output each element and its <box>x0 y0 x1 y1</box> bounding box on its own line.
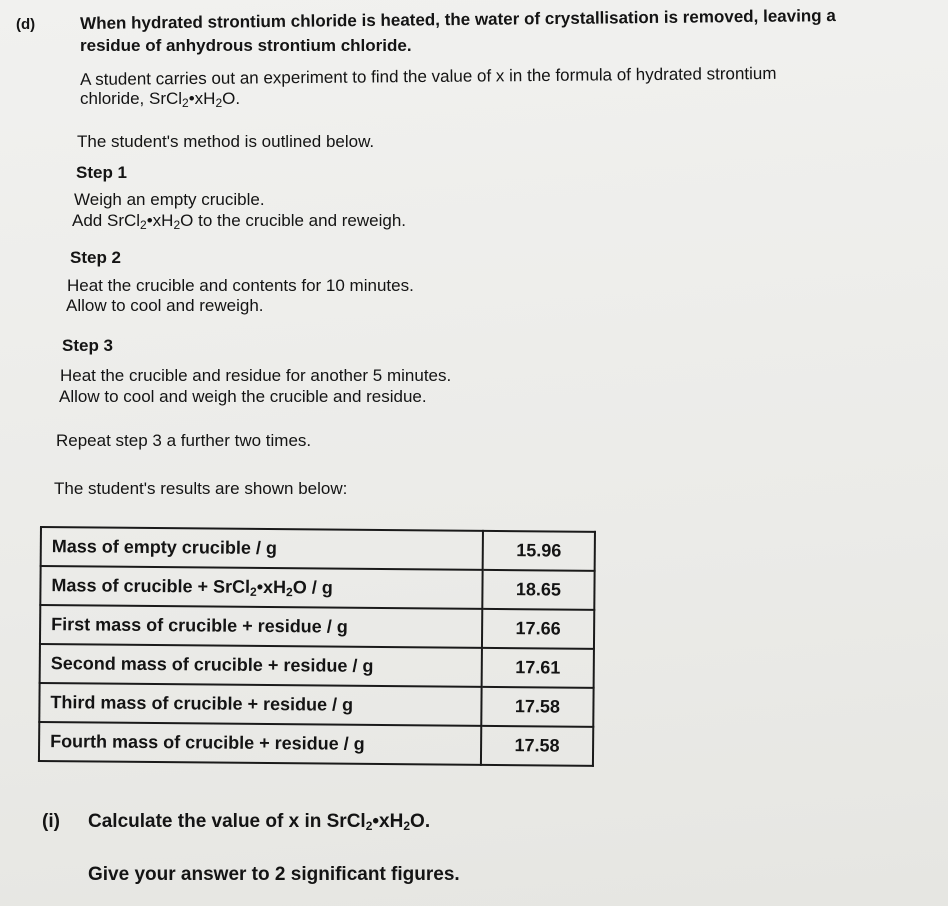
part-d-label: (d) <box>16 16 36 33</box>
step-2-title: Step 2 <box>70 248 122 267</box>
row-value: 17.66 <box>482 609 594 649</box>
row-label: Third mass of crucible + residue / g <box>39 683 481 726</box>
step-1-line-1: Weigh an empty crucible. <box>74 190 265 209</box>
intro-line-2: residue of anhydrous strontium chloride. <box>80 36 412 55</box>
row-label: Mass of empty crucible / g <box>41 527 483 570</box>
formula: $SrCl_2•xH_2O$ <box>106 211 194 232</box>
table-row <box>40 605 594 649</box>
step-2-line-1: Heat the crucible and contents for 10 minutes. <box>67 276 414 295</box>
step-3-title: Step 3 <box>62 336 114 355</box>
results-table <box>38 526 596 767</box>
repeat-instruction: Repeat step 3 a further two times. <box>56 431 312 450</box>
step-1-line-2: Add $SrCl_2•xH_2O$ to the crucible and reweigh. <box>72 211 407 232</box>
step-1-title: Step 1 <box>76 163 128 182</box>
question-i-text: Calculate the value of x in $SrCl_2•xH_2O$. <box>88 811 431 833</box>
aim-prefix: chloride, <box>80 89 149 108</box>
aim-line-2: chloride, $SrCl_2•xH_2O$. <box>80 89 241 110</box>
step-3-line-2: Allow to cool and weigh the crucible and residue. <box>59 387 427 406</box>
step-2-line-2: Allow to cool and reweigh. <box>66 296 264 315</box>
table-row <box>39 683 593 727</box>
row-label: Fourth mass of crucible + residue / g <box>39 722 481 765</box>
row-label: Second mass of crucible + residue / g <box>40 644 482 687</box>
row-value: 17.58 <box>481 726 593 766</box>
formula: $SrCl_2•xH_2O$ <box>212 576 307 600</box>
step-3-line-1: Heat the crucible and residue for another 5 minutes. <box>60 366 452 385</box>
question-i-label: (i) <box>42 811 60 832</box>
intro-line-1: When hydrated strontium chloride is heated, the water of crystallisation is removed, leaving a <box>80 6 836 33</box>
results-intro: The student's results are shown below: <box>54 479 348 498</box>
row-label: First mass of crucible + residue / g <box>40 605 482 648</box>
sig-fig-instruction: Give your answer to 2 significant figures. <box>88 864 460 885</box>
method-intro: The student's method is outlined below. <box>77 132 375 151</box>
row-value: 15.96 <box>483 531 595 571</box>
row-value: 18.65 <box>482 570 594 610</box>
table-row <box>39 722 593 766</box>
formula: $SrCl_2•xH_2O$ <box>148 89 236 110</box>
aim-line-1: A student carries out an experiment to find the value of x in the formula of hydrated strontium <box>80 63 777 89</box>
row-label: Mass of crucible + $SrCl_2•xH_2O$ / g <box>40 566 482 609</box>
table-row <box>41 527 595 571</box>
table-row <box>40 566 594 610</box>
table-row <box>40 644 594 688</box>
row-value: 17.58 <box>481 687 593 727</box>
row-value: 17.61 <box>482 648 594 688</box>
formula: $SrCl_2•xH_2O$ <box>326 811 425 833</box>
